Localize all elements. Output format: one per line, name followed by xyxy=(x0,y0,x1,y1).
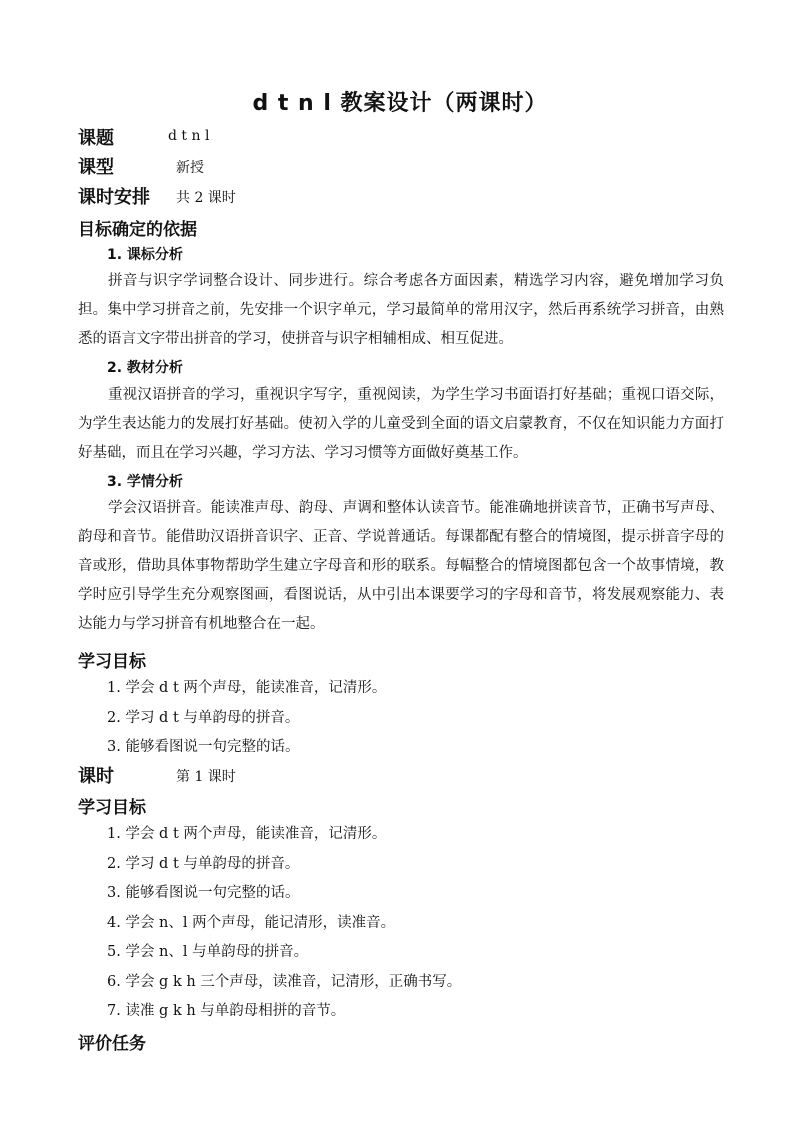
list-item: 3. 能够看图说一句完整的话。 xyxy=(107,885,300,901)
textbook-heading: 2. 教材分析 xyxy=(107,360,183,376)
curriculum-text: 拼音与识字学词整合设计、同步进行。综合考虑各方面因素，精选学习内容，避免增加学习负担。集中学习拼音之前，先安排一个识字单元，学习最简单的常用汉字，然后再系统学习拼音，由熟悉的语言文字带出拼音的学习，使拼音与识字相辅相成、相互促进。 xyxy=(78,273,724,347)
students-heading: 3. 学情分析 xyxy=(107,474,183,490)
objectives-heading-2: 学习目标 xyxy=(78,798,146,818)
page-title: d t n l 教案设计（两课时） xyxy=(252,91,548,116)
list-item: 4. 学会 n、l 两个声母，能记清形，读准音。 xyxy=(107,914,396,931)
list-item: 6. 学会 g k h 三个声母，读准音，记清形，正确书写。 xyxy=(107,973,462,990)
basis-heading: 目标确定的依据 xyxy=(78,220,197,240)
students-text: 学会汉语拼音。能读准声母、韵母、声调和整体认读音节。能准确地拼读音节，正确书写声母、韵母和音节。能借助汉语拼音识字、正音、学说普通话。每课都配有整合的情境图，提示拼音字母的音或形，借助具体事物帮助学生建立字母音和形的联系。每幅整合的情境图都包含一个故事情境，教学时应引导学生充分观察图画，看图说话，从中引出本课要学习的字母和音节，将发展观察能力、表达能力与学习拼音有机地整合在一起。 xyxy=(78,500,724,632)
topic-row xyxy=(78,124,114,150)
list-item: 3. 能够看图说一句完整的话。 xyxy=(107,739,300,755)
type-row xyxy=(78,153,114,179)
list-item: 7. 读准 g k h 与单韵母相拼的音节。 xyxy=(107,1003,346,1019)
objectives-list-2 xyxy=(107,820,461,1027)
list-item: 1. 学会 d t 两个声母，能读准音，记清形。 xyxy=(107,826,387,842)
lesson-row xyxy=(78,762,114,788)
hours-label: 课时安排 xyxy=(78,187,150,208)
list-item: 5. 学会 n、l 与单韵母的拼音。 xyxy=(107,944,309,960)
topic-value: d t n l xyxy=(168,128,210,144)
list-item: 2. 学习 d t 与单韵母的拼音。 xyxy=(107,855,300,872)
list-item: 2. 学习 d t 与单韵母的拼音。 xyxy=(107,709,300,726)
textbook-text: 重视汉语拼音的学习，重视识字写字，重视阅读，为学生学习书面语打好基础；重视口语交际，为学生表达能力的发展打好基础。使初入学的儿童受到全面的语文启蒙教育，不仅在知识能力方面打好基础，而且在学习兴趣，学习方法、学习习惯等方面做好奠基工作。 xyxy=(78,387,724,461)
topic-label: 课题 xyxy=(78,128,114,149)
curriculum-heading: 1. 课标分析 xyxy=(107,247,183,263)
hours-row xyxy=(78,183,150,209)
type-label: 课型 xyxy=(78,157,114,178)
lesson-value: 第 1 课时 xyxy=(176,769,236,785)
objectives-list-1 xyxy=(107,674,386,763)
type-value: 新授 xyxy=(176,160,204,176)
lesson-label: 课时 xyxy=(78,766,114,787)
objectives-heading-1: 学习目标 xyxy=(78,652,146,672)
evaluation-heading: 评价任务 xyxy=(78,1034,146,1054)
hours-value: 共 2 课时 xyxy=(176,190,236,206)
list-item: 1. 学会 d t 两个声母，能读准音，记清形。 xyxy=(107,680,387,696)
